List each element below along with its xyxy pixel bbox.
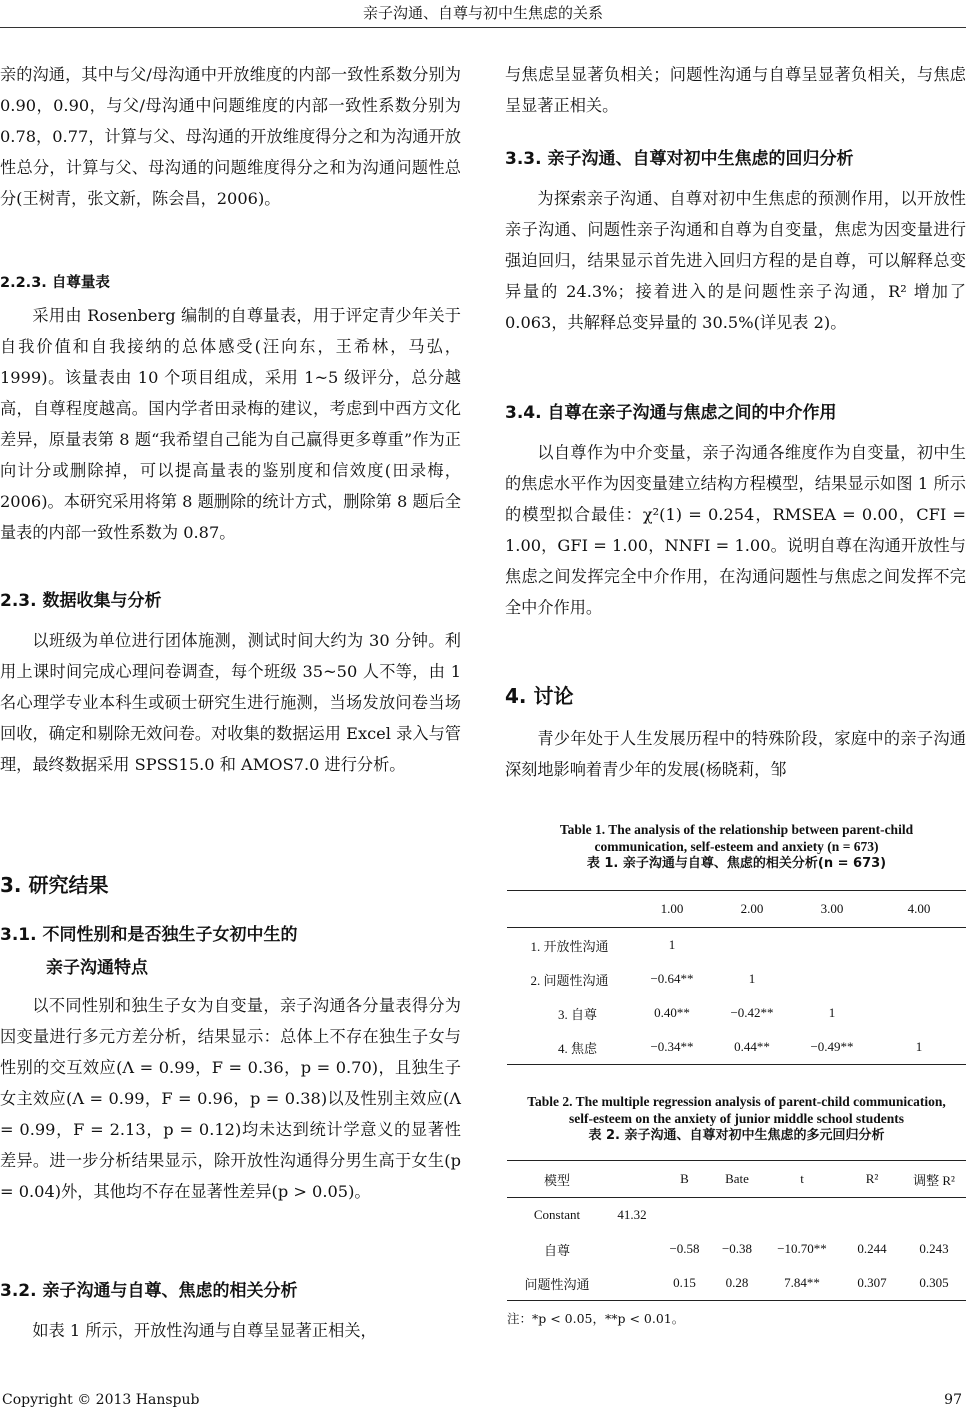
section-heading: 3.4. 自尊在亲子沟通与焦虑之间的中介作用	[505, 403, 837, 423]
section-3-3	[505, 144, 966, 338]
section-heading: 2.2.3. 自尊量表	[0, 275, 110, 291]
section-2-2-3	[0, 271, 461, 548]
section-heading: 3.3. 亲子沟通、自尊对初中生焦虑的回归分析	[505, 149, 854, 169]
table-cell: 0.244	[857, 1241, 887, 1256]
table-cell: 0.44**	[734, 1039, 770, 1054]
paragraph: 青少年处于人生发展历程中的特殊阶段，家庭中的亲子沟通深刻地影响着青少年的发展(杨晓莉，邹	[505, 729, 966, 779]
table-cell	[712, 1198, 762, 1233]
table-cell: 0.243	[919, 1241, 949, 1256]
table-row	[507, 1198, 966, 1233]
table-row	[507, 1232, 966, 1266]
column-header	[607, 1161, 657, 1198]
table-cell: 0.307	[857, 1275, 887, 1290]
table-row	[507, 1030, 966, 1065]
section-3-1	[0, 920, 461, 1207]
table-cell	[792, 962, 872, 996]
running-header: 亲子沟通、自尊与初中生焦虑的关系	[362, 4, 603, 22]
table-cell: 2. 问题性沟通	[530, 972, 609, 988]
column-header: t	[800, 1171, 804, 1186]
table-cell: 自尊	[543, 1242, 570, 1258]
table-cell	[712, 928, 792, 963]
column-header: 4.00	[907, 901, 931, 916]
column-header	[507, 891, 632, 928]
table-caption-en: Table 1. The analysis of the relationship between parent-child communication, self-esteem and anxiety (n = 673)	[559, 822, 914, 854]
table-cell	[872, 996, 966, 1030]
column-header: Bate	[725, 1171, 749, 1186]
table-cell: 0.305	[919, 1275, 949, 1290]
table-row	[507, 996, 966, 1030]
section-heading: 3. 研究结果	[0, 873, 109, 897]
paragraph: 亲的沟通，其中与父/母沟通中开放维度的内部一致性系数分别为 0.90，0.90，与父/母沟通中问题维度的内部一致性系数分别为 0.78，0.77，计算与父、母沟通的开放维度得分之和为沟通开放性总分，计算与父、母沟通的问题维度得分之和为沟通问题性总分(王树青，张文新，陈会昌，2006)。	[0, 65, 461, 208]
table-cell: 4. 焦虑	[557, 1040, 597, 1056]
correlation-table	[507, 890, 966, 1065]
section-heading: 4. 讨论	[505, 684, 574, 708]
paragraph: 以班级为单位进行团体施测，测试时间大约为 30 分钟。利用上课时间完成心理问卷调查，每个班级 35~50 人不等，由 1 名心理学专业本科生或硕士研究生进行施测，当场发放问卷当场回收，确定和剔除无效问卷。对收集的数据运用 Excel 录入与管理，最终数据采用 SPSS15.0 和 AMOS7.0 进行分析。	[0, 631, 461, 774]
column-header: 2.00	[740, 901, 764, 916]
header-rule	[0, 27, 966, 28]
table-cell: 7.84**	[784, 1275, 820, 1290]
table-cell: −0.49**	[810, 1039, 854, 1054]
table-cell: 3. 自尊	[557, 1006, 597, 1022]
table-cell: 问题性沟通	[524, 1276, 590, 1292]
right-column	[505, 59, 966, 121]
paragraph: 采用由 Rosenberg 编制的自尊量表，用于评定青少年关于自我价值和自我接纳的总体感受(汪向东，王希林，马弘，1999)。该量表由 10 个项目组成，采用 1~5 级评分，总分越高，自尊程度越高。国内学者田录梅的建议，考虑到中西方文化差异，原量表第 8 题“我希望自己能为自己赢得更多尊重”作为正向计分或删除掉，可以提高量表的鉴别度和信效度(田录梅，2006)。本研究采用将第 8 题删除的统计方式，删除第 8 题后全量表的内部一致性系数为 0.87。	[0, 306, 462, 542]
section-4	[505, 680, 966, 785]
section-heading-cont: 亲子沟通特点	[46, 958, 148, 978]
section-heading: 3.1. 不同性别和是否独生子女初中生的	[0, 925, 298, 945]
paragraph: 以不同性别和独生子女为自变量，亲子沟通各分量表得分为因变量进行多元方差分析，结果显示：总体上不存在独生子女与性别的交互效应(Λ = 0.99，F = 0.36，p = 0.70)，且独生子女主效应(Λ = 0.99，F = 0.96，p = 0.38)以及性别主效应(Λ = 0.99，F = 2.13，p = 0.12)均未达到统计学意义的显著性差异。进一步分析结果显示，除开放性沟通得分男生高于女生(p = 0.04)外，其他均不存在显著性差异(p > 0.05)。	[0, 996, 461, 1201]
section-heading: 3.2. 亲子沟通与自尊、焦虑的相关分析	[0, 1281, 298, 1301]
table-cell	[902, 1198, 966, 1233]
section-3	[0, 869, 461, 898]
column-header: 1.00	[660, 901, 684, 916]
table-cell: −10.70**	[777, 1241, 827, 1256]
paragraph: 为探索亲子沟通、自尊对初中生焦虑的预测作用，以开放性亲子沟通、问题性亲子沟通和自尊为自变量，焦虑为因变量进行强迫回归，结果显示首先进入回归方程的是自尊，可以解释总变异量的 24.3%；接着进入的是问题性亲子沟通，R² 增加了 0.063，共解释总变异量的 30.5%(详见表 2)。	[505, 189, 966, 332]
section-3-4	[505, 398, 966, 623]
table-cell: 1	[915, 1039, 923, 1054]
table-cell: −0.42**	[730, 1005, 774, 1020]
column-header: B	[680, 1171, 689, 1186]
table-cell	[762, 1198, 842, 1233]
table-cell	[872, 962, 966, 996]
table-cell: −0.64**	[650, 971, 694, 986]
table-cell: 0.28	[725, 1275, 749, 1290]
paragraph: 如表 1 所示，开放性沟通与自尊呈显著正相关，	[32, 1321, 377, 1340]
table-cell	[607, 1266, 657, 1301]
regression-table	[507, 1160, 966, 1301]
table-row	[507, 928, 966, 963]
table-row	[507, 962, 966, 996]
table-caption-en: Table 2. The multiple regression analysis of parent-child communication, self-esteem on the anxiety of junior middle school students	[527, 1094, 946, 1126]
table-1	[507, 821, 966, 1065]
paragraph: 以自尊作为中介变量，亲子沟通各维度作为自变量，初中生的焦虑水平作为因变量建立结构方程模型，结果显示如图 1 所示的模型拟合最佳：χ²(1) = 0.254，RMSEA = 0.00，CFI = 1.00，GFI = 1.00，NNFI = 1.00。说明自尊在沟通开放性与焦虑之间发挥完全中介作用，在沟通问题性与焦虑之间发挥不完全中介作用。	[505, 443, 966, 617]
table-row	[507, 1266, 966, 1301]
table-cell: 41.32	[617, 1207, 647, 1222]
table-cell: −0.34**	[650, 1039, 694, 1054]
page-number: 97	[944, 1392, 962, 1408]
table-cell: Constant	[533, 1207, 581, 1222]
table-cell	[792, 928, 872, 963]
table-cell: 1. 开放性沟通	[530, 938, 609, 954]
table-cell: −0.58	[669, 1241, 700, 1256]
table-cell: 1	[748, 971, 756, 986]
section-2-3	[0, 586, 461, 780]
left-column	[0, 59, 461, 214]
column-header: 3.00	[820, 901, 844, 916]
table-cell: 0.40**	[654, 1005, 690, 1020]
table-cell: 1	[668, 937, 676, 952]
section-3-2	[0, 1276, 461, 1346]
table-caption-cn: 表 1. 亲子沟通与自尊、焦虑的相关分析(n = 673)	[586, 856, 887, 871]
table-cell: 0.15	[673, 1275, 696, 1290]
table-2	[507, 1093, 966, 1327]
paragraph: 与焦虑呈显著负相关；问题性沟通与自尊呈显著负相关，与焦虑呈显著正相关。	[505, 65, 966, 115]
table-cell: −0.38	[721, 1241, 753, 1256]
column-header: R²	[865, 1171, 879, 1186]
table-caption-cn: 表 2. 亲子沟通、自尊对初中生焦虑的多元回归分析	[588, 1128, 885, 1143]
copyright: Copyright © 2013 Hanspub	[2, 1392, 200, 1408]
column-header: 调整 R²	[913, 1172, 955, 1188]
table-note: 注：*p < 0.05，**p < 0.01。	[507, 1311, 685, 1326]
table-cell	[842, 1198, 902, 1233]
section-heading: 2.3. 数据收集与分析	[0, 591, 162, 611]
column-header: 模型	[543, 1172, 570, 1188]
table-cell	[872, 928, 966, 963]
table-cell	[607, 1232, 657, 1266]
table-cell: 1	[828, 1005, 836, 1020]
table-cell	[657, 1198, 712, 1233]
